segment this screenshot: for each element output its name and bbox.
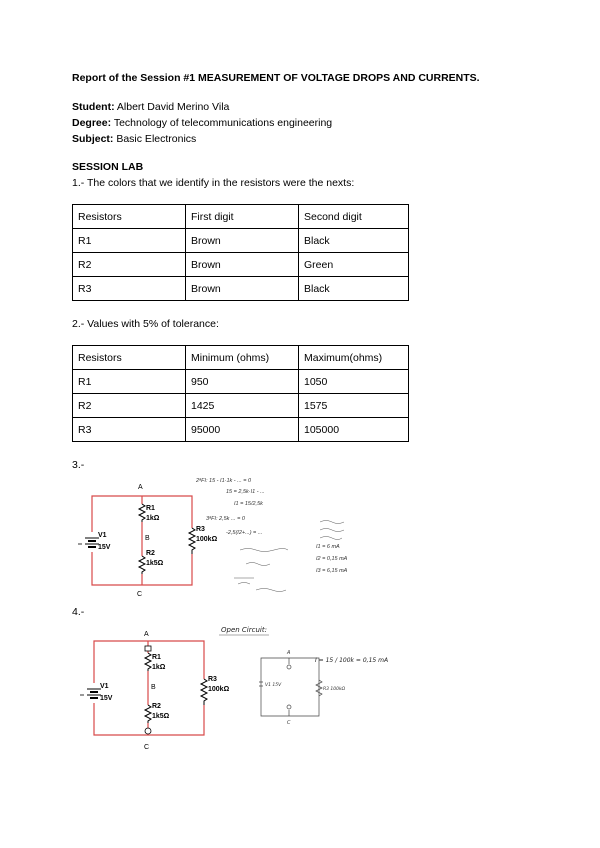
note-line: I1 = 6 mA (316, 544, 340, 550)
resistor-r2-symbol (139, 556, 145, 574)
q1-text: 1.- The colors that we identify in the resistors were the nexts: (72, 177, 355, 189)
table-cell: Green (299, 253, 409, 277)
circuit-diagram-4 (72, 625, 230, 755)
subject-line (72, 133, 196, 145)
table-row (73, 277, 409, 301)
resistor-colors-table (72, 204, 409, 301)
note-line: 3ªFI: 2,5k ... = 0 (206, 516, 245, 522)
table-cell: R3 (73, 277, 186, 301)
resistor-r1-symbol (139, 504, 145, 522)
table-cell: R1 (73, 229, 186, 253)
table-cell: R1 (73, 370, 186, 394)
table-header-row (73, 205, 409, 229)
r3-name: R3 (208, 676, 217, 683)
table-header-cell: First digit (186, 205, 299, 229)
table-header-cell: Resistors (73, 205, 186, 229)
node-a-label: A (138, 484, 143, 491)
sketch-equation: I = 15 / 100k = 0,15 mA (315, 657, 389, 664)
sketch-resistor: R3 100kΩ (323, 687, 346, 692)
battery-v1-symbol (80, 683, 102, 703)
table-header-cell: Minimum (ohms) (186, 346, 299, 370)
report-title: Report of the Session #1 MEASUREMENT OF VOLTAGE DROPS AND CURRENTS. (72, 72, 480, 84)
sketch-voltage: V1 15V (265, 683, 282, 688)
handwritten-notes-4 (215, 618, 390, 736)
open-circuit-heading: Open Circuit: (221, 626, 267, 634)
degree-line (72, 117, 332, 129)
v1-value: 15V (98, 544, 111, 551)
node-b-label: B (145, 535, 150, 542)
r1-name: R1 (152, 654, 161, 661)
table-cell: Brown (186, 277, 299, 301)
r3-value: 100kΩ (196, 536, 218, 543)
table-cell: 105000 (299, 418, 409, 442)
resistor-r1-symbol (145, 653, 151, 671)
table-row (73, 229, 409, 253)
table-row (73, 253, 409, 277)
r1-name: R1 (146, 505, 155, 512)
v1-name: V1 (98, 532, 107, 539)
r1-value: 1kΩ (152, 664, 166, 671)
probe-c (145, 728, 151, 734)
table-row (73, 370, 409, 394)
student-label: Student: (72, 101, 115, 113)
table-row (73, 394, 409, 418)
handwritten-notes-3 (190, 472, 360, 602)
table-header-row (73, 346, 409, 370)
table-row (73, 418, 409, 442)
table-header-cell: Second digit (299, 205, 409, 229)
r2-name: R2 (146, 550, 155, 557)
r1-value: 1kΩ (146, 515, 160, 522)
note-line: I2 = 0,15 mA (316, 556, 348, 562)
sketch-node-a: A (287, 650, 291, 656)
table-header-cell: Maximum(ohms) (299, 346, 409, 370)
subject-value: Basic Electronics (116, 133, 197, 145)
note-line: 15 = 2,5k·I1 - ... (226, 489, 265, 495)
node-b-label: B (151, 684, 156, 691)
battery-v1-symbol (78, 532, 100, 552)
r3-value: 100kΩ (208, 686, 230, 693)
q4-label: 4.- (72, 606, 85, 618)
table-cell: Black (299, 277, 409, 301)
subject-label: Subject: (72, 133, 114, 145)
section-heading: SESSION LAB (72, 161, 144, 173)
table-cell: Brown (186, 253, 299, 277)
degree-value: Technology of telecommunications engineering (113, 117, 333, 129)
student-line (72, 101, 229, 113)
q3-label: 3.- (72, 459, 85, 471)
tolerance-table (72, 345, 409, 442)
note-line: 2ªFI: 15 - I1·1k - ... = 0 (196, 478, 252, 484)
table-cell: 1425 (186, 394, 299, 418)
table-cell: 1575 (299, 394, 409, 418)
table-cell: Brown (186, 229, 299, 253)
degree-label: Degree: (72, 117, 112, 129)
v1-name: V1 (100, 683, 109, 690)
table-cell: R2 (73, 253, 186, 277)
table-header-cell: Resistors (73, 346, 186, 370)
r2-name: R2 (152, 703, 161, 710)
table-cell: 1050 (299, 370, 409, 394)
probe-a (145, 646, 151, 651)
q2-text: 2.- Values with 5% of tolerance: (72, 318, 219, 330)
table-cell: 95000 (186, 418, 299, 442)
r2-value: 1k5Ω (152, 713, 170, 720)
resistor-r2-symbol (145, 705, 151, 723)
note-line: -2,5(I2+...) = ... (226, 530, 263, 536)
note-line: I3 = 6,15 mA (316, 568, 348, 574)
r2-value: 1k5Ω (146, 560, 164, 567)
node-c-label: C (144, 744, 150, 751)
node-a-label: A (144, 631, 149, 638)
node-c-label: C (137, 591, 143, 598)
v1-value: 15V (100, 695, 113, 702)
sketch-node-c: C (287, 720, 291, 726)
table-cell: R2 (73, 394, 186, 418)
table-cell: 950 (186, 370, 299, 394)
student-value: Albert David Merino Vila (116, 101, 230, 113)
table-cell: R3 (73, 418, 186, 442)
table-cell: Black (299, 229, 409, 253)
note-line: I1 = 15/2,5k (234, 501, 263, 507)
r3-name: R3 (196, 526, 205, 533)
